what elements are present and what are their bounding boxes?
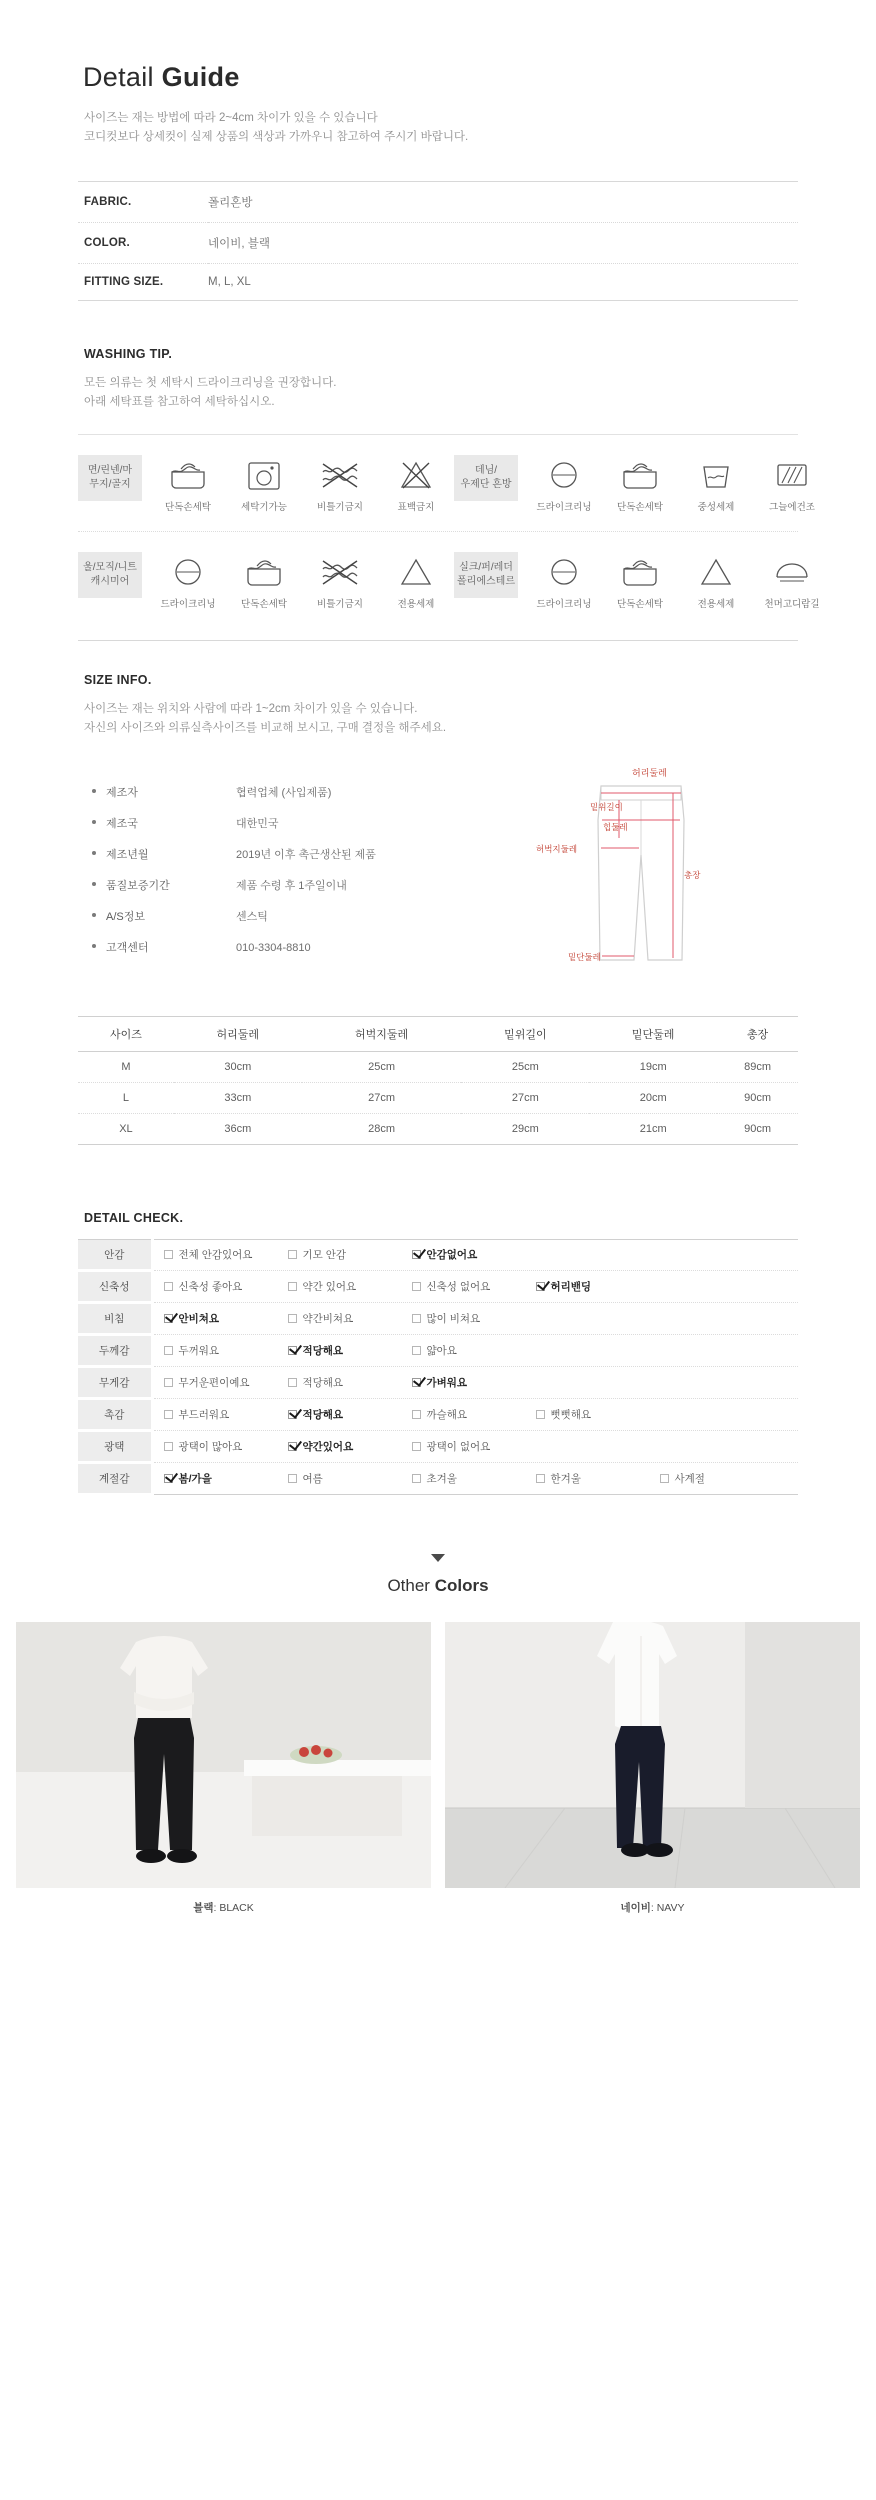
special-detergent-icon <box>678 550 754 594</box>
size-info-body <box>78 760 798 980</box>
washing-item <box>754 453 830 513</box>
check-option-label: 여름 <box>302 1472 323 1485</box>
check-option-label: 적당해요 <box>302 1376 344 1389</box>
measurement-col-rise: 밑위길이 <box>461 1016 589 1051</box>
checkbox-icon[interactable] <box>412 1346 421 1355</box>
check-option[interactable] <box>526 1471 650 1486</box>
washing-items-cotton <box>150 453 454 513</box>
bullet-value: 센스틱 <box>236 910 268 923</box>
product-photo-navy[interactable] <box>445 1622 860 1888</box>
spec-value-fabric: 폴리혼방 <box>208 196 253 209</box>
washing-item <box>526 453 602 513</box>
washing-item <box>150 550 226 610</box>
checkbox-icon[interactable] <box>288 1346 297 1355</box>
check-option[interactable] <box>402 1247 526 1262</box>
list-item <box>92 815 498 831</box>
washing-items-silk <box>526 550 830 610</box>
intro-text <box>84 109 798 147</box>
check-option-label: 허리밴딩 <box>550 1280 592 1293</box>
check-option-label: 광택이 없어요 <box>426 1440 491 1453</box>
checkbox-icon[interactable] <box>288 1378 297 1387</box>
check-option[interactable] <box>154 1439 278 1454</box>
detail-check-label: DETAIL CHECK. <box>84 1210 184 1225</box>
size-note-line-1: 사이즈는 재는 위치와 사람에 따라 1~2cm 차이가 있을 수 있습니다. <box>84 702 418 715</box>
washing-item <box>226 453 302 513</box>
check-option-label: 초겨울 <box>426 1472 457 1485</box>
table-row <box>78 1302 798 1334</box>
no-wring-icon <box>302 453 378 497</box>
check-row-label: 안감 <box>78 1239 152 1270</box>
photo-caption-black-rest: : BLACK <box>213 1901 254 1914</box>
diagram-label-hip: 힙둘레 <box>603 821 628 832</box>
check-row-label: 계절감 <box>78 1462 152 1494</box>
checkbox-icon[interactable] <box>536 1474 545 1483</box>
washing-row-wool <box>78 550 820 610</box>
washing-item <box>602 453 678 513</box>
washing-item-caption: 단독손세탁 <box>241 598 287 610</box>
measurement-header-row <box>78 1016 798 1051</box>
check-option-label: 봄/가을 <box>178 1472 212 1485</box>
chevron-down-icon <box>431 1554 445 1562</box>
checkbox-icon[interactable] <box>164 1410 173 1419</box>
measurement-cell: 27cm <box>368 1091 396 1104</box>
checkbox-icon[interactable] <box>288 1314 297 1323</box>
measurement-cell: 25cm <box>511 1060 539 1073</box>
bullet-value: 제품 수령 후 1주일이내 <box>236 879 347 892</box>
checkbox-icon[interactable] <box>412 1314 421 1323</box>
washing-item <box>754 550 830 610</box>
washing-item <box>678 453 754 513</box>
washing-item-caption: 세탁기가능 <box>241 501 287 513</box>
diagram-label-total: 총장 <box>684 869 701 880</box>
washing-category-denim: 데님/ 우제단 흔방 <box>454 455 518 501</box>
table-row <box>78 1398 798 1430</box>
washing-note-line-1: 모든 의류는 첫 세탁시 드라이크리닝을 권장합니다. <box>84 376 337 389</box>
washing-icon-block <box>78 434 820 610</box>
measurement-cell: 36cm <box>224 1122 252 1135</box>
measurement-cell: 28cm <box>368 1122 396 1135</box>
hand-wash-icon <box>150 453 226 497</box>
photo-illustration-black <box>16 1622 431 1888</box>
measurement-cell: 21cm <box>639 1122 667 1135</box>
check-row-label: 두께감 <box>78 1334 152 1366</box>
checkbox-icon[interactable] <box>660 1474 669 1483</box>
spec-table <box>78 181 798 301</box>
list-item <box>92 784 498 800</box>
washing-item <box>678 550 754 610</box>
washing-item-caption: 그늘에건조 <box>769 501 815 513</box>
check-option[interactable] <box>278 1343 402 1358</box>
page-title <box>83 62 798 93</box>
bullet-key: A/S정보 <box>106 910 145 923</box>
table-row <box>78 1113 798 1144</box>
checkbox-icon[interactable] <box>164 1442 173 1451</box>
washing-item <box>378 550 454 610</box>
check-option[interactable] <box>402 1279 526 1294</box>
washing-item-caption: 드라이크리닝 <box>536 598 592 610</box>
size-info-label: SIZE INFO. <box>84 672 152 687</box>
check-option-label: 약간비쳐요 <box>302 1312 354 1325</box>
check-option[interactable] <box>278 1247 402 1262</box>
spec-row-fabric <box>78 181 798 222</box>
list-item <box>92 877 498 893</box>
washing-items-wool <box>150 550 454 610</box>
measurement-col-size: 사이즈 <box>78 1016 174 1051</box>
check-option-label: 부드러워요 <box>178 1408 230 1421</box>
check-option[interactable] <box>402 1375 526 1390</box>
shade-dry-icon <box>754 453 830 497</box>
measurement-cell: 89cm <box>744 1060 771 1073</box>
other-colors-title-light: Other <box>387 1575 435 1595</box>
washing-category-silk: 실크/퍼/레더 폴리에스테르 <box>454 552 518 598</box>
check-option-label: 많이 비쳐요 <box>426 1312 481 1325</box>
photo-column-black <box>16 1622 431 1915</box>
diagram-label-thigh: 허벅지둘레 <box>536 843 578 854</box>
measurement-cell: XL <box>119 1122 133 1135</box>
manufacturer-info <box>78 760 498 970</box>
list-item <box>92 939 498 955</box>
check-option-label: 까슬해요 <box>426 1408 468 1421</box>
checkbox-icon[interactable] <box>412 1250 421 1259</box>
checkbox-icon[interactable] <box>536 1410 545 1419</box>
check-option-label: 광택이 많아요 <box>178 1440 243 1453</box>
table-row <box>78 1334 798 1366</box>
measurement-cell: L <box>122 1091 129 1104</box>
check-option[interactable] <box>154 1407 278 1422</box>
check-option[interactable] <box>278 1407 402 1422</box>
washing-item-caption: 비틀기금지 <box>317 501 363 513</box>
diagram-label-waist: 허리둘레 <box>632 767 667 778</box>
check-option-label: 신축성 좋아요 <box>178 1280 243 1293</box>
washing-item-caption: 단독손세탁 <box>617 598 663 610</box>
checkbox-icon[interactable] <box>164 1378 173 1387</box>
dry-clean-icon <box>526 453 602 497</box>
bullet-value: 010-3304-8810 <box>236 941 311 954</box>
checkbox-icon[interactable] <box>412 1442 421 1451</box>
hand-wash-icon <box>602 550 678 594</box>
photo-caption-navy-rest: : NAVY <box>650 1901 685 1914</box>
list-item <box>92 846 498 862</box>
washing-item-caption: 전용세제 <box>397 598 435 610</box>
check-row-label: 무게감 <box>78 1366 152 1398</box>
spec-label-fitting-size: FITTING SIZE. <box>84 275 164 288</box>
table-row <box>78 1051 798 1082</box>
measurement-col-thigh: 허벅지둘레 <box>302 1016 462 1051</box>
checkbox-icon[interactable] <box>412 1378 421 1387</box>
check-option-label: 적당해요 <box>302 1408 344 1421</box>
bullet-key: 품질보증기간 <box>106 879 170 892</box>
checkbox-icon[interactable] <box>164 1474 173 1483</box>
check-option-label: 안감없어요 <box>426 1249 478 1262</box>
spec-row-color <box>78 222 798 263</box>
hand-wash-icon <box>226 550 302 594</box>
check-option[interactable] <box>278 1311 402 1326</box>
dry-clean-icon <box>150 550 226 594</box>
check-option-label: 두꺼워요 <box>178 1344 220 1357</box>
washing-item-caption: 드라이크리닝 <box>536 501 592 513</box>
washing-category-cotton: 면/린넨/마 무지/골지 <box>78 455 142 501</box>
check-row-label: 비침 <box>78 1302 152 1334</box>
washing-tip-section <box>78 346 820 610</box>
bullet-key: 제조자 <box>106 786 138 799</box>
measurement-col-hem: 밑단둘레 <box>589 1016 717 1051</box>
check-option[interactable] <box>154 1311 278 1326</box>
photo-caption-black-bold: 블랙 <box>193 1901 214 1914</box>
washing-item <box>302 550 378 610</box>
check-option[interactable] <box>278 1279 402 1294</box>
check-option-label: 안비쳐요 <box>178 1312 220 1325</box>
washing-item <box>150 453 226 513</box>
check-option-label: 기모 안감 <box>302 1249 346 1262</box>
spec-label-fabric: FABRIC. <box>84 195 132 208</box>
check-option[interactable] <box>526 1279 650 1294</box>
washing-item <box>302 453 378 513</box>
checkbox-icon[interactable] <box>164 1346 173 1355</box>
spec-value-fitting-size: M, L, XL <box>208 275 251 288</box>
check-option-label: 뻣뻣해요 <box>550 1408 592 1421</box>
check-option-label: 한겨울 <box>550 1472 581 1485</box>
check-option[interactable] <box>278 1471 402 1486</box>
check-option-label: 약간 있어요 <box>302 1280 357 1293</box>
washing-items-denim <box>526 453 830 513</box>
machine-wash-icon <box>226 453 302 497</box>
check-option[interactable] <box>650 1471 774 1486</box>
washing-note-line-2: 아래 세탁표를 참고하여 세탁하십시오. <box>84 395 275 408</box>
checkbox-icon[interactable] <box>536 1282 545 1291</box>
spec-row-fitting-size <box>78 263 798 300</box>
check-option-label: 적당해요 <box>302 1344 344 1357</box>
washing-tip-note <box>84 374 798 412</box>
check-option-label: 가벼워요 <box>426 1376 468 1389</box>
bullet-key: 제조국 <box>106 817 138 830</box>
diagram-label-hem: 밑단둘레 <box>568 951 601 962</box>
product-photo-black[interactable] <box>16 1622 431 1888</box>
page-title-light: Detail <box>83 62 162 92</box>
measurement-cell: 19cm <box>639 1060 667 1073</box>
other-colors-title <box>78 1576 798 1596</box>
measurement-cell: M <box>121 1060 131 1073</box>
checkbox-icon[interactable] <box>164 1282 173 1291</box>
measurement-col-total: 총장 <box>717 1016 798 1051</box>
detail-check-table <box>78 1239 798 1496</box>
washing-item-caption: 천머고디람길 <box>764 598 820 610</box>
other-colors-photos <box>16 1622 860 1915</box>
washing-item <box>226 550 302 610</box>
table-row <box>78 1430 798 1462</box>
measurement-cell: 90cm <box>744 1122 771 1135</box>
check-option[interactable] <box>526 1407 650 1422</box>
check-option-label: 얇아요 <box>426 1344 457 1357</box>
check-option[interactable] <box>402 1439 526 1454</box>
washing-category-wool: 울/모직/니트 캐시미어 <box>78 552 142 598</box>
other-colors-title-bold: Colors <box>434 1575 489 1595</box>
washing-item <box>602 550 678 610</box>
measurement-cell: 90cm <box>744 1091 771 1104</box>
spec-value-color: 네이비, 블랙 <box>208 237 270 250</box>
table-row <box>78 1239 798 1270</box>
bullet-key: 제조년월 <box>106 848 149 861</box>
check-row-label: 촉감 <box>78 1398 152 1430</box>
check-option-label: 무거운편이예요 <box>178 1376 250 1389</box>
measurement-cell: 33cm <box>224 1091 252 1104</box>
bullet-key: 고객센터 <box>106 941 149 954</box>
check-option[interactable] <box>402 1471 526 1486</box>
check-option[interactable] <box>154 1375 278 1390</box>
washing-item-caption: 표백금지 <box>397 501 435 513</box>
list-item <box>92 908 498 924</box>
table-row <box>78 1270 798 1302</box>
check-option[interactable] <box>278 1439 402 1454</box>
manufacturer-bullet-list <box>92 784 498 955</box>
measurement-cell: 20cm <box>639 1091 667 1104</box>
checkbox-icon[interactable] <box>288 1282 297 1291</box>
check-option-label: 약간있어요 <box>302 1440 354 1453</box>
hand-wash-icon <box>602 453 678 497</box>
checkbox-icon[interactable] <box>412 1474 421 1483</box>
measurement-cell: 27cm <box>511 1091 539 1104</box>
measurement-cell: 30cm <box>224 1060 252 1073</box>
size-info-note <box>84 700 798 738</box>
size-info-section <box>78 640 798 1145</box>
washing-row-cotton <box>78 453 815 513</box>
check-option-label: 전체 안감있어요 <box>178 1249 253 1262</box>
washing-divider <box>78 531 798 532</box>
intro-line-1: 사이즈는 재는 방법에 따라 2~4cm 차이가 있을 수 있습니다 <box>84 112 378 124</box>
size-note-line-2: 자신의 사이즈와 의류실측사이즈를 비교해 보시고, 구매 결정을 해주세요. <box>84 721 447 734</box>
no-bleach-icon <box>378 453 454 497</box>
neutral-detergent-icon <box>678 453 754 497</box>
checkbox-icon[interactable] <box>412 1410 421 1419</box>
check-option-label: 신축성 없어요 <box>426 1280 491 1293</box>
diagram-label-rise: 밑위길이 <box>590 801 623 812</box>
washing-item-caption: 단독손세탁 <box>165 501 211 513</box>
check-row-label: 광택 <box>78 1430 152 1462</box>
check-option[interactable] <box>154 1279 278 1294</box>
check-option[interactable] <box>154 1343 278 1358</box>
washing-tip-label: WASHING TIP. <box>84 346 173 361</box>
checkbox-icon[interactable] <box>288 1410 297 1419</box>
checkbox-icon[interactable] <box>164 1250 173 1259</box>
checkbox-icon[interactable] <box>288 1474 297 1483</box>
dry-clean-icon <box>526 550 602 594</box>
washing-item-caption: 전용세제 <box>697 598 735 610</box>
check-option[interactable] <box>154 1471 278 1486</box>
check-option[interactable] <box>278 1375 402 1390</box>
check-option-label: 사계절 <box>674 1472 705 1485</box>
washing-item <box>378 453 454 513</box>
checkbox-icon[interactable] <box>412 1282 421 1291</box>
washing-item-caption: 단독손세탁 <box>617 501 663 513</box>
check-option[interactable] <box>154 1247 278 1262</box>
photo-caption-black <box>16 1888 431 1915</box>
no-wring-icon <box>302 550 378 594</box>
detail-check-section <box>78 1211 798 1496</box>
pants-diagram-svg <box>506 760 806 980</box>
washing-item-caption: 드라이크리닝 <box>160 598 216 610</box>
checkbox-icon[interactable] <box>164 1314 173 1323</box>
other-colors-section <box>78 1554 798 1596</box>
measurement-table <box>78 1016 798 1145</box>
spec-label-color: COLOR. <box>84 236 130 249</box>
photo-illustration-navy <box>445 1622 860 1888</box>
measurement-col-waist: 허리둘레 <box>174 1016 302 1051</box>
washing-item-caption: 비틀기금지 <box>317 598 363 610</box>
washing-item-caption: 중성세제 <box>697 501 735 513</box>
measurement-cell: 25cm <box>368 1060 396 1073</box>
washing-item <box>526 550 602 610</box>
check-row-label: 신축성 <box>78 1270 152 1302</box>
photo-column-navy <box>445 1622 860 1915</box>
intro-line-2: 코디컷보다 상세컷이 실제 상품의 색상과 가까우니 참고하여 주시기 바랍니다. <box>84 130 469 143</box>
table-row <box>78 1462 798 1494</box>
checkbox-icon[interactable] <box>288 1442 297 1451</box>
table-row <box>78 1082 798 1113</box>
special-detergent-icon <box>378 550 454 594</box>
bullet-value: 2019년 이후 촉근생산된 제품 <box>236 848 376 861</box>
flat-dry-icon <box>754 550 830 594</box>
check-option[interactable] <box>402 1343 526 1358</box>
bullet-value: 대한민국 <box>236 817 279 830</box>
bullet-value: 협력업체 (사입제품) <box>236 786 332 799</box>
check-option[interactable] <box>402 1407 526 1422</box>
page-title-bold: Guide <box>161 62 240 92</box>
photo-caption-navy-bold: 네이비 <box>620 1901 651 1914</box>
measurement-cell: 29cm <box>511 1122 539 1135</box>
pants-measurement-diagram <box>498 760 798 980</box>
check-option[interactable] <box>402 1311 526 1326</box>
table-row <box>78 1366 798 1398</box>
photo-caption-navy <box>445 1888 860 1915</box>
checkbox-icon[interactable] <box>288 1250 297 1259</box>
